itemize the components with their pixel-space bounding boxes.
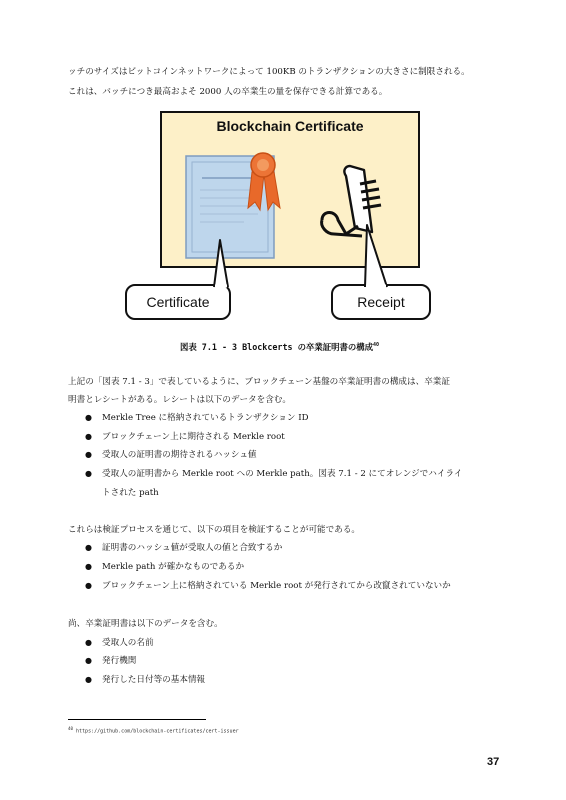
bullet-receipt-2: ● <box>85 432 92 441</box>
section1-line-1: 上記の「図表 7.1 - 3」で表しているように、ブロックチェーン基盤の卒業証明書の構成は、卒業証 <box>68 377 450 387</box>
section3-intro: 尚、卒業証明書は以下のデータを含む。 <box>68 619 223 629</box>
certificate-label: Certificate <box>146 294 210 310</box>
list-verify-item-1: 証明書のハッシュ値が受取人の値と合致するか <box>102 543 283 553</box>
list-receipt-item-4: 受取人の証明書から Merkle root への Merkle path。図表 7.1 - 2 にてオレンジでハイライ <box>102 469 463 479</box>
list-verify-item-3: ブロックチェーン上に格納されている Merkle root が発行されてから改竄されていないか <box>102 581 451 591</box>
section2-intro: これらは検証プロセスを通じて、以下の項目を検証することが可能である。 <box>68 525 361 535</box>
page-number: 37 <box>487 756 500 768</box>
blockcerts-figure <box>124 110 444 322</box>
receipt-label: Receipt <box>357 294 405 310</box>
intro-line-1: ッチのサイズはビットコインネットワークによって 100KB のトランザクションの大きさに制限される。 <box>68 67 470 77</box>
intro-line-2: これは、バッチにつき最高およそ 2000 人の卒業生の量を保存できる計算である。 <box>68 87 388 97</box>
figure-title: Blockchain Certificate <box>216 118 364 134</box>
section1-line-2: 明書とレシートがある。レシートは以下のデータを含む。 <box>68 395 292 405</box>
bullet-verify-3: ● <box>85 581 92 590</box>
list-cert-item-2: 発行機関 <box>102 656 137 666</box>
footnote-number: 40 <box>68 726 74 731</box>
bullet-cert-2: ● <box>85 656 92 665</box>
list-verify-item-2: Merkle path が確かなものであるか <box>102 562 245 572</box>
list-cert-item-3: 発行した日付等の基本情報 <box>102 675 206 685</box>
bullet-cert-1: ● <box>85 638 92 647</box>
bullet-cert-3: ● <box>85 675 92 684</box>
bullet-receipt-3: ● <box>85 450 92 459</box>
list-cert-item-1: 受取人の名前 <box>102 638 154 648</box>
bullet-receipt-1: ● <box>85 413 92 422</box>
footnote <box>68 726 239 735</box>
caption-footnote-ref: 40 <box>372 342 379 348</box>
list-receipt-item-3: 受取人の証明書の期待されるハッシュ値 <box>102 450 257 460</box>
list-receipt-item-2: ブロックチェーン上に期待される Merkle root <box>102 432 285 442</box>
list-receipt-item-1: Merkle Tree に格納されているトランザクション ID <box>102 413 309 423</box>
bullet-receipt-4: ● <box>85 469 92 478</box>
list-receipt-item-4-cont: トされた path <box>102 488 159 498</box>
bullet-verify-1: ● <box>85 543 92 552</box>
footnote-url[interactable]: https://github.com/blockchain-certificates/cert-issuer <box>76 728 239 735</box>
footnote-divider <box>68 719 206 720</box>
bullet-verify-2: ● <box>85 562 92 571</box>
figure-caption <box>180 339 379 353</box>
caption-text: 図表 7.1 - 3 Blockcerts の卒業証明書の構成 <box>180 341 373 352</box>
